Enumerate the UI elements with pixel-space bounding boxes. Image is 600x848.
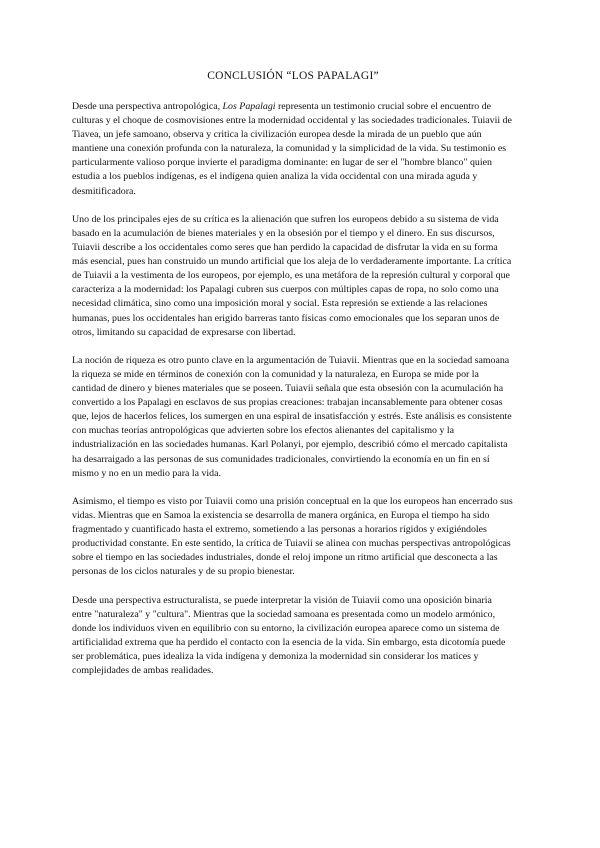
paragraph-2: Uno de los principales ejes de su crítica es la alienación que sufren los europeos debido a su sistema de vida basado en la acumulación de bienes materiales y en la obsesión por el tiempo y el dinero. En sus discursos, Tuiavii describe a los occidentales como seres que han perdido la capacidad de disfrutar la vida en su forma más esencial, pues han construido un mundo artificial que los aleja de lo verdaderamente importante. La crítica de Tuiavii a la vestimenta de los europeos, por ejemplo, es una metáfora de la represión cultural y corporal que caracteriza a la modernidad: los Papalagi cubren sus cuerpos con múltiples capas de ropa, no solo como una necesidad climática, sino como una imposición moral y social. Esta represión se extiende a las relaciones humanas, pues los occidentales han erigido barreras tanto físicas como emocionales que los separan unos de otros, limitando su capacidad de expresarse con libertad. (72, 213, 512, 338)
book-title-italic: Los Papalagi (222, 101, 276, 112)
paragraph-1-lead: Desde una perspectiva antropológica, (72, 101, 223, 112)
paragraph-1 (72, 100, 514, 199)
paragraph-5: Desde una perspectiva estructuralista, se puede interpretar la visión de Tuiavii como una oposición binaria entre "naturaleza" y "cultura". Mientras que la sociedad samoana es presentada como un modelo armónico, donde los individuos viven en equilibrio con su entorno, la civilización europea aparece como un sistema de artificialidad extrema que ha perdido el contacto con la esencia de la vida. Sin embargo, esta dicotomía puede ser problemática, pues idealiza la vida indígena y demoniza la modernidad sin considerar los matices y complejidades de ambas realidades. (72, 594, 506, 677)
paragraph-4: Asimismo, el tiempo es visto por Tuiavii como una prisión conceptual en la que los europeos han encerrado sus vidas. Mientras que en Samoa la existencia se desarrolla de manera orgánica, en Europa el tiempo ha sido fragmentado y cuantificado hasta el extremo, sometiendo a las personas a horarios rígidos y exigiéndoles productividad constante. En este sentido, la crítica de Tuiavii se alinea con muchas perspectivas antropológicas sobre el tiempo en las sociedades industriales, donde el reloj impone un ritmo artificial que desconecta a las personas de los ciclos naturales y de su propio bienestar. (72, 495, 513, 578)
document-title: CONCLUSIÓN “LOS PAPALAGI” (207, 70, 379, 82)
paragraph-1-rest: representa un testimonio crucial sobre el encuentro de culturas y el choque de cosmovisiones entre la modernidad occidental y las sociedades tradicionales. Tuiavii de Tiavea, un jefe samoano, observa y critica la civilización europea desde la mirada de un pueblo que aún mantiene una conexión profunda con la naturaleza, la comunidad y la simplicidad de la vida. Su testimonio es particularmente valioso porque invierte el paradigma dominante: en lugar de ser el "hombre blanco" quien estudia a los pueblos indígenas, es el indígena quien analiza la vida occidental con una mirada aguda y desmitificadora. (72, 101, 512, 197)
paragraph-3: La noción de riqueza es otro punto clave en la argumentación de Tuiavii. Mientras que en la sociedad samoana la riqueza se mide en términos de conexión con la comunidad y la naturaleza, en Europa se mide por la cantidad de dinero y bienes materiales que se poseen. Tuiavii señala que esta obsesión con la acumulación ha convertido a los Papalagi en esclavos de sus propias creaciones: trabajan incansablemente para obtener cosas que, lejos de hacerlos felices, los sumergen en una espiral de insatisfacción y estrés. Este análisis es consistente con muchas teorías antropológicas que advierten sobre los efectos alienantes del capitalismo y la industrialización en las sociedades humanas. Karl Polanyi, por ejemplo, describió cómo el mercado capitalista ha desarraigado a las personas de sus comunidades tradicionales, convirtiendo la economía en un fin en sí mismo y no en un medio para la vida. (72, 354, 512, 479)
